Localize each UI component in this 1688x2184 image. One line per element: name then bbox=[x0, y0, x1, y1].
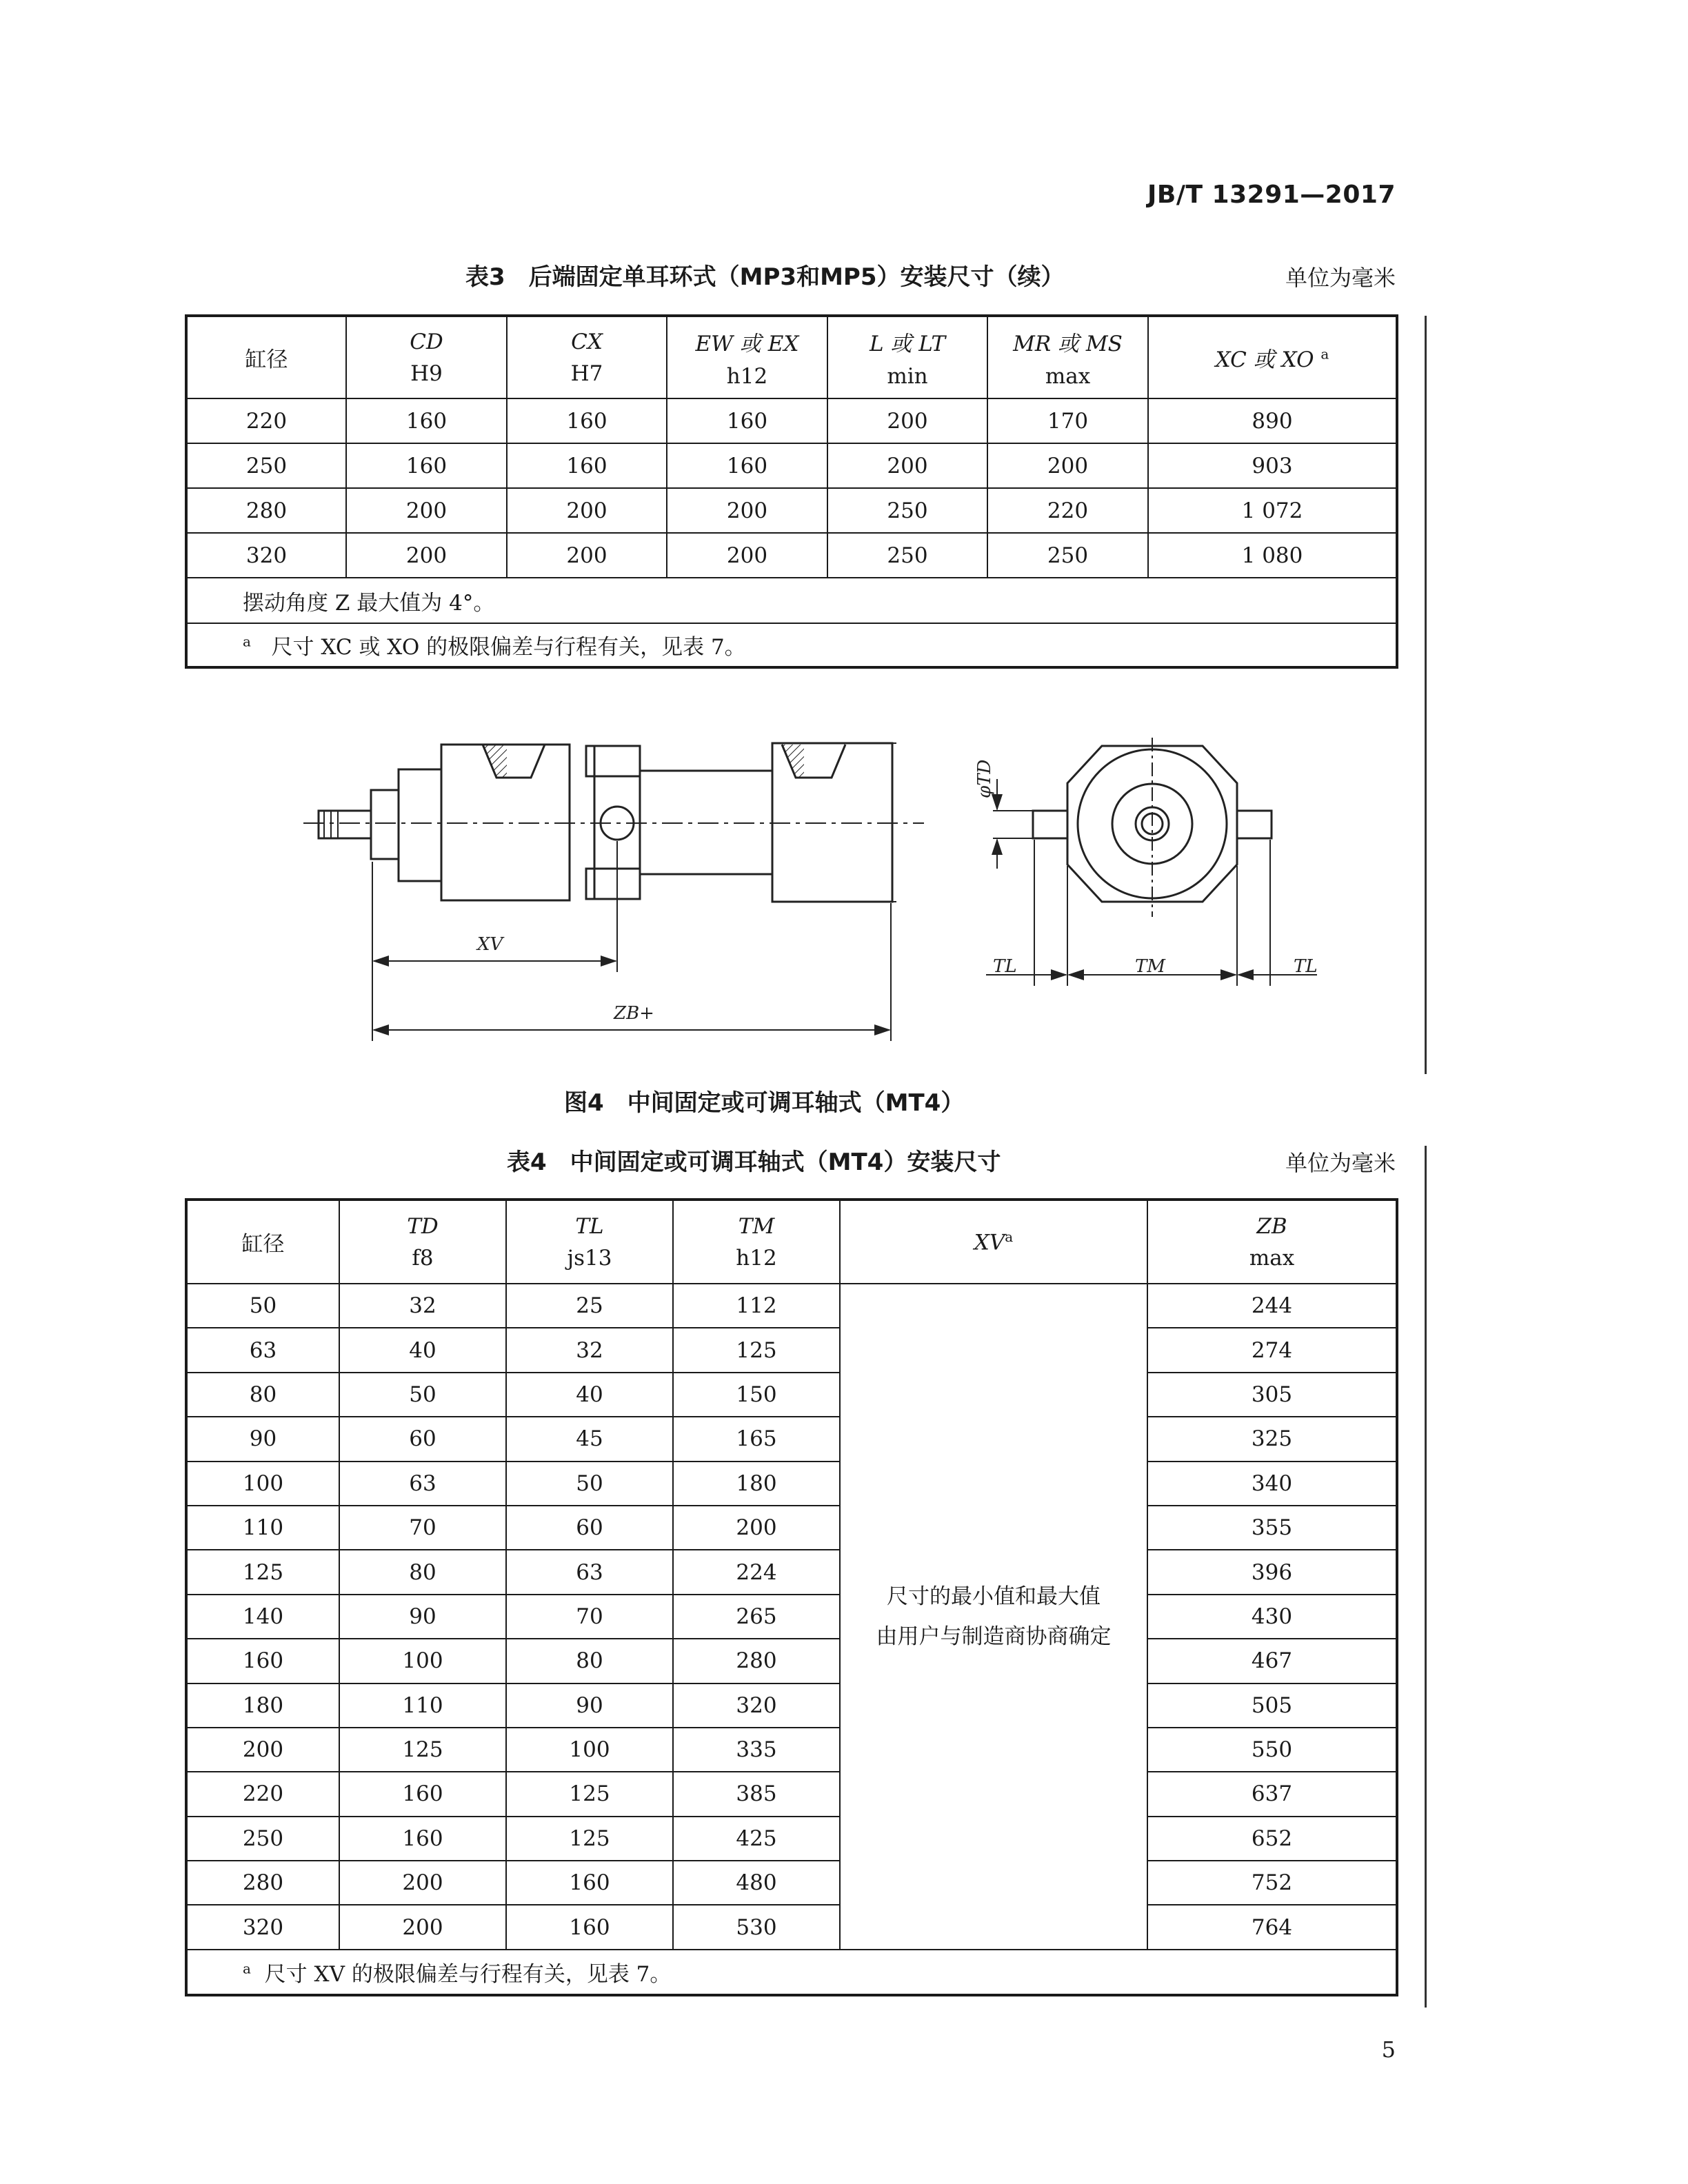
table4-note: $^a$ 尺寸 XV 的极限偏差与行程有关，见表 7。 bbox=[186, 1950, 1397, 1995]
table-cell: 32 bbox=[339, 1284, 506, 1328]
table-cell: 430 bbox=[1147, 1595, 1397, 1639]
table4 bbox=[185, 1198, 1398, 1996]
table-cell: 125 bbox=[506, 1772, 673, 1816]
table-cell: 110 bbox=[339, 1684, 506, 1728]
td-label: φTD bbox=[974, 759, 995, 798]
table-cell: 90 bbox=[506, 1684, 673, 1728]
standard-code: JB/T 13291—2017 bbox=[1147, 181, 1396, 209]
table4-header-td: TD f8 bbox=[339, 1200, 506, 1284]
table-cell: 280 bbox=[186, 488, 346, 533]
table-cell: 150 bbox=[673, 1373, 840, 1417]
table-cell: 160 bbox=[186, 1639, 339, 1683]
revision-bar bbox=[1425, 1146, 1427, 2008]
table-cell: 480 bbox=[673, 1861, 840, 1905]
table-cell: 200 bbox=[673, 1506, 840, 1550]
table-row bbox=[186, 1772, 1397, 1816]
table-cell: 125 bbox=[673, 1328, 840, 1372]
table-row bbox=[186, 1417, 1397, 1461]
table-cell: 752 bbox=[1147, 1861, 1397, 1905]
table4-note-row bbox=[186, 1950, 1397, 1995]
table-cell: 200 bbox=[346, 488, 507, 533]
table-cell: 425 bbox=[673, 1817, 840, 1861]
table-row bbox=[186, 1550, 1397, 1594]
trunnion-left bbox=[1033, 811, 1067, 838]
table-cell: 80 bbox=[339, 1550, 506, 1594]
table-cell: 110 bbox=[186, 1506, 339, 1550]
table-cell: 250 bbox=[987, 533, 1148, 578]
table-cell: 890 bbox=[1148, 398, 1397, 443]
table-cell: 112 bbox=[673, 1284, 840, 1328]
table-cell: 160 bbox=[506, 1905, 673, 1949]
table-cell: 320 bbox=[186, 1905, 339, 1949]
table-cell: 100 bbox=[186, 1462, 339, 1506]
table-cell: 40 bbox=[506, 1373, 673, 1417]
table-cell: 40 bbox=[339, 1328, 506, 1372]
table-cell: 325 bbox=[1147, 1417, 1397, 1461]
tl-right-label: TL bbox=[1294, 956, 1318, 977]
table-cell: 80 bbox=[186, 1373, 339, 1417]
table-cell: 220 bbox=[987, 488, 1148, 533]
table-cell: 90 bbox=[339, 1595, 506, 1639]
table4-header-zb: ZB max bbox=[1147, 1200, 1397, 1284]
table-row bbox=[186, 1462, 1397, 1506]
table-cell: 63 bbox=[506, 1550, 673, 1594]
table-cell: 200 bbox=[827, 398, 987, 443]
table-cell: 280 bbox=[186, 1861, 339, 1905]
table-cell: 200 bbox=[339, 1905, 506, 1949]
table-row bbox=[186, 1728, 1397, 1772]
table-cell: 63 bbox=[186, 1328, 339, 1372]
table-row bbox=[186, 1905, 1397, 1949]
table-cell: 250 bbox=[186, 1817, 339, 1861]
table-cell: 335 bbox=[673, 1728, 840, 1772]
table3-header-cx: CX H7 bbox=[507, 316, 667, 398]
tl-left-label: TL bbox=[993, 956, 1017, 977]
table-cell: 200 bbox=[667, 533, 827, 578]
table-cell: 165 bbox=[673, 1417, 840, 1461]
table-cell: 220 bbox=[186, 398, 346, 443]
table-row bbox=[186, 1284, 1397, 1328]
tm-label: TM bbox=[1135, 956, 1165, 977]
table-row bbox=[186, 1506, 1397, 1550]
table3-header-mr: MR 或 MS max bbox=[987, 316, 1148, 398]
table-cell: 250 bbox=[827, 533, 987, 578]
table-cell: 320 bbox=[186, 533, 346, 578]
table-cell: 637 bbox=[1147, 1772, 1397, 1816]
table4-header-xv: $XV^a$ bbox=[840, 1200, 1147, 1284]
table-cell: 100 bbox=[339, 1639, 506, 1683]
table-cell: 50 bbox=[186, 1284, 339, 1328]
table-cell: 200 bbox=[186, 1728, 339, 1772]
table-cell: 160 bbox=[507, 398, 667, 443]
table-cell: 200 bbox=[827, 443, 987, 488]
table3-header-cd: CD H9 bbox=[346, 316, 507, 398]
table3-footnote: $^a$ 尺寸 XC 或 XO 的极限偏差与行程有关，见表 7。 bbox=[186, 623, 1397, 667]
table-cell: 50 bbox=[506, 1462, 673, 1506]
table-cell: 32 bbox=[506, 1328, 673, 1372]
table-cell: 80 bbox=[506, 1639, 673, 1683]
table-cell: 305 bbox=[1147, 1373, 1397, 1417]
table3-unit: 单位为毫米 bbox=[1285, 265, 1396, 291]
table-cell: 200 bbox=[339, 1861, 506, 1905]
table-cell: 200 bbox=[507, 533, 667, 578]
table-cell: 45 bbox=[506, 1417, 673, 1461]
table-cell: 200 bbox=[987, 443, 1148, 488]
table-cell: 50 bbox=[339, 1373, 506, 1417]
table-cell: 160 bbox=[339, 1817, 506, 1861]
table-cell: 903 bbox=[1148, 443, 1397, 488]
table-cell: 467 bbox=[1147, 1639, 1397, 1683]
xv-note-cell bbox=[840, 1284, 1147, 1950]
table-cell: 1 072 bbox=[1148, 488, 1397, 533]
table3-note: 摆动角度 Z 最大值为 4°。 bbox=[186, 578, 1397, 623]
table-cell: 280 bbox=[673, 1639, 840, 1683]
table-cell: 764 bbox=[1147, 1905, 1397, 1949]
table-row bbox=[186, 1373, 1397, 1417]
table-cell: 160 bbox=[346, 398, 507, 443]
trunnion-right bbox=[1237, 811, 1272, 838]
figure4-drawing bbox=[0, 0, 1688, 1075]
table-cell: 63 bbox=[339, 1462, 506, 1506]
table-row bbox=[186, 1639, 1397, 1683]
table-cell: 550 bbox=[1147, 1728, 1397, 1772]
table3-header-l: L 或 LT min bbox=[827, 316, 987, 398]
table-row bbox=[186, 1861, 1397, 1905]
table-cell: 200 bbox=[667, 488, 827, 533]
table4-caption: 表4 中间固定或可调耳轴式（MT4）安装尺寸 bbox=[507, 1149, 1001, 1176]
xv-note-line: 尺寸的最小值和最大值 bbox=[887, 1584, 1101, 1609]
table3-header-xc: XC 或 XO $^a$ bbox=[1148, 316, 1397, 398]
table-cell: 250 bbox=[827, 488, 987, 533]
table-cell: 170 bbox=[987, 398, 1148, 443]
table3-header-bore: 缸径 bbox=[186, 316, 346, 398]
table3-caption: 表3 后端固定单耳环式（MP3和MP5）安装尺寸（续） bbox=[465, 263, 1065, 291]
table-cell: 180 bbox=[673, 1462, 840, 1506]
table-cell: 160 bbox=[506, 1861, 673, 1905]
table-cell: 250 bbox=[186, 443, 346, 488]
table-cell: 70 bbox=[339, 1506, 506, 1550]
table-cell: 160 bbox=[667, 443, 827, 488]
table-cell: 220 bbox=[186, 1772, 339, 1816]
table-row bbox=[186, 1328, 1397, 1372]
table-cell: 652 bbox=[1147, 1817, 1397, 1861]
table-cell: 385 bbox=[673, 1772, 840, 1816]
table-cell: 160 bbox=[507, 443, 667, 488]
xv-label: XV bbox=[477, 934, 503, 955]
table4-header-row bbox=[186, 1200, 1397, 1284]
table-cell: 320 bbox=[673, 1684, 840, 1728]
table-cell: 25 bbox=[506, 1284, 673, 1328]
table-cell: 180 bbox=[186, 1684, 339, 1728]
table3-header-ew: EW 或 EX h12 bbox=[667, 316, 827, 398]
table-cell: 355 bbox=[1147, 1506, 1397, 1550]
table4-header-tl: TL js13 bbox=[506, 1200, 673, 1284]
zb-label: ZB+ bbox=[614, 1003, 654, 1024]
table-cell: 200 bbox=[507, 488, 667, 533]
table-cell: 140 bbox=[186, 1595, 339, 1639]
table-cell: 160 bbox=[339, 1772, 506, 1816]
table-cell: 224 bbox=[673, 1550, 840, 1594]
piston-rod bbox=[319, 811, 371, 838]
table-cell: 125 bbox=[506, 1817, 673, 1861]
table-row bbox=[186, 1595, 1397, 1639]
table4-unit: 单位为毫米 bbox=[1285, 1150, 1396, 1176]
table-cell: 244 bbox=[1147, 1284, 1397, 1328]
table-cell: 396 bbox=[1147, 1550, 1397, 1594]
table4-header-tm: TM h12 bbox=[673, 1200, 840, 1284]
table-row bbox=[186, 1684, 1397, 1728]
table-cell: 200 bbox=[346, 533, 507, 578]
table-cell: 70 bbox=[506, 1595, 673, 1639]
table-cell: 125 bbox=[339, 1728, 506, 1772]
table-cell: 60 bbox=[506, 1506, 673, 1550]
table-cell: 265 bbox=[673, 1595, 840, 1639]
page-number: 5 bbox=[1381, 2036, 1396, 2063]
table-cell: 60 bbox=[339, 1417, 506, 1461]
table-cell: 530 bbox=[673, 1905, 840, 1949]
figure4-caption: 图4 中间固定或可调耳轴式（MT4） bbox=[564, 1089, 965, 1117]
table-cell: 1 080 bbox=[1148, 533, 1397, 578]
table-cell: 160 bbox=[346, 443, 507, 488]
table-cell: 274 bbox=[1147, 1328, 1397, 1372]
table-cell: 505 bbox=[1147, 1684, 1397, 1728]
table-cell: 125 bbox=[186, 1550, 339, 1594]
table-cell: 100 bbox=[506, 1728, 673, 1772]
table-cell: 160 bbox=[667, 398, 827, 443]
xv-note-line: 由用户与制造商协商确定 bbox=[876, 1624, 1112, 1649]
table-cell: 340 bbox=[1147, 1462, 1397, 1506]
table4-header-bore: 缸径 bbox=[186, 1200, 339, 1284]
table-row bbox=[186, 1817, 1397, 1861]
table-cell: 90 bbox=[186, 1417, 339, 1461]
